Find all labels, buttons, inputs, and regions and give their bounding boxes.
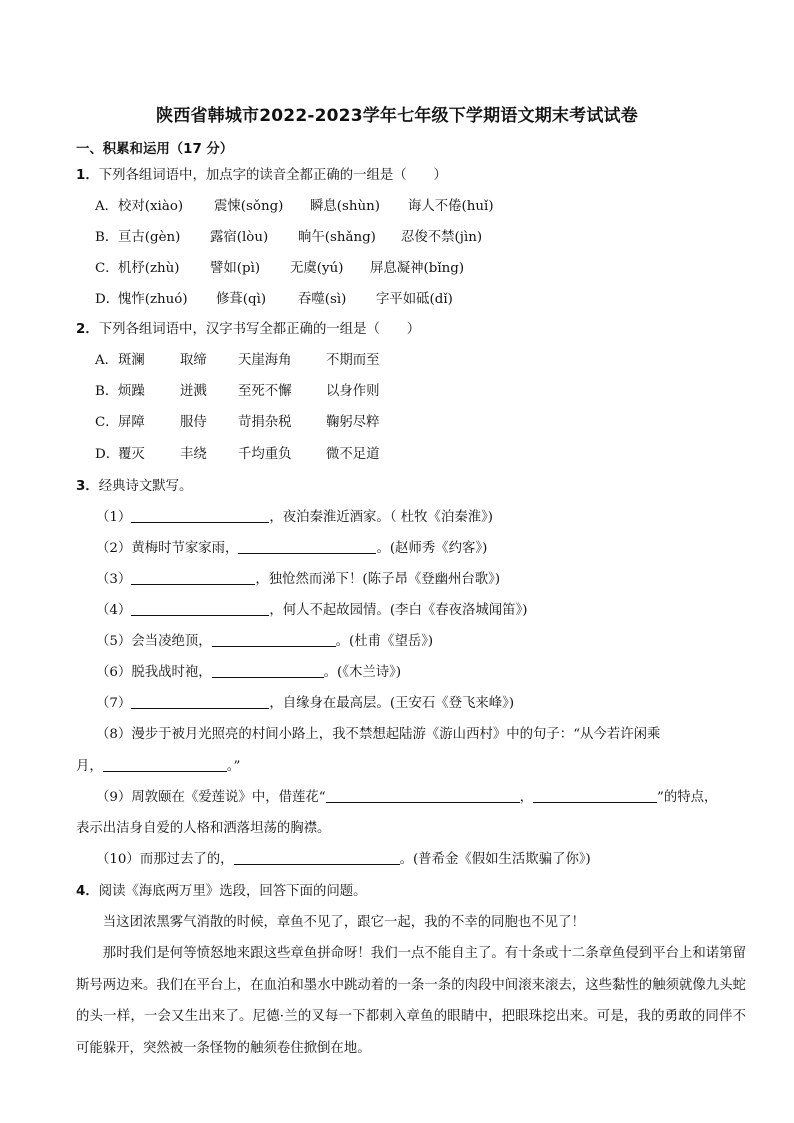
item-number: （10） [96, 852, 140, 867]
q1-option-c [95, 259, 464, 279]
option-label: D． [95, 292, 120, 307]
question-text: 下列各组词语中，汉字书写全都正确的一组是（ ） [98, 322, 421, 337]
item-number: （4） [96, 603, 132, 618]
option-item: 鞠躬尽粹 [326, 415, 380, 430]
question-1-stem [76, 166, 447, 186]
dictation-item-7 [96, 694, 514, 714]
item-text: ， [519, 790, 534, 805]
item-text: 。(普希金《假如生活欺骗了你》) [399, 852, 591, 867]
answer-blank[interactable] [131, 694, 269, 709]
item-text: 周敦颐在《爱莲说》中，借莲花“ [131, 790, 326, 805]
question-number: 2． [76, 322, 99, 337]
question-number: 1． [76, 168, 99, 183]
q2-option-d [95, 445, 380, 465]
dictation-item-4 [96, 601, 527, 621]
item-number: （9） [96, 790, 132, 805]
option-item: 忍俊不禁(jìn) [401, 230, 483, 245]
option-item: 屏息凝神(bǐng) [370, 261, 465, 276]
dictation-item-3 [96, 570, 500, 590]
dictation-item-10 [96, 850, 591, 870]
item-text: ”的特点， [657, 790, 718, 805]
item-number: （2） [96, 541, 132, 556]
answer-blank[interactable] [212, 663, 324, 678]
reading-paragraph-2: 那时我们是何等愤怒地来跟这些章鱼拼命呀！我们一点不能自主了。有十条或十二条章鱼侵到平台上和诺第留斯号两边来。我们在平台上，在血泊和墨水中跳动着的一条一条的肉段中间滚来滚去，这些黏性的触须就像九头蛇的头一样，一会又生出来了。尼德·兰的叉每一下都刺入章鱼的眼睛中，把眼珠挖出来。可是，我的勇敢的同伴不可能躲开，突然被一条怪物的触须卷住掀倒在地。 [76, 946, 746, 1056]
option-item: 覆灭 [118, 447, 145, 462]
item-text: 。(赵师秀《约客》) [376, 541, 488, 556]
question-text: 阅读《海底两万里》选段，回答下面的问题。 [98, 884, 367, 899]
question-4-stem [76, 882, 367, 902]
option-label: B． [95, 230, 119, 245]
question-3-stem [76, 477, 192, 497]
answer-blank[interactable] [103, 757, 227, 772]
option-label: A． [95, 353, 119, 368]
option-item: 无虞(yú) [290, 261, 344, 276]
q1-option-b [95, 228, 482, 248]
option-item: 校对(xiào) [118, 199, 184, 214]
answer-blank[interactable] [131, 570, 255, 585]
page-title: 陕西省韩城市2022-2023学年七年级下学期语文期末考试试卷 [156, 106, 638, 126]
option-item: 字平如砥(dǐ) [376, 292, 453, 307]
answer-blank[interactable] [212, 632, 336, 647]
answer-blank[interactable] [533, 788, 657, 803]
item-text: 而那过去了的， [139, 852, 234, 867]
dictation-item-8-line-1 [96, 725, 660, 745]
question-number: 4． [76, 884, 99, 899]
option-item: 斑澜 [118, 353, 145, 368]
question-text: 经典诗文默写。 [98, 479, 193, 494]
dictation-item-9-line-2: 表示出洁身自爱的人格和洒落坦荡的胸襟。 [76, 821, 331, 836]
item-text: 。(《木兰诗》) [323, 665, 402, 680]
option-item: 烦躁 [118, 384, 145, 399]
option-item: 譬如(pì) [210, 261, 261, 276]
option-label: C． [95, 261, 119, 276]
answer-blank[interactable] [326, 788, 520, 803]
answer-blank[interactable] [131, 601, 269, 616]
dictation-item-5 [96, 632, 433, 652]
option-item: 迸溅 [180, 384, 207, 399]
option-item: 露宿(lòu) [210, 230, 269, 245]
q1-option-d [95, 290, 453, 310]
option-item: 丰绕 [180, 447, 207, 462]
item-text: 脱我战时袍， [131, 665, 212, 680]
option-item: 诲人不倦(huǐ) [408, 199, 494, 214]
option-item: 至死不懈 [238, 384, 292, 399]
reading-paragraph-1: 当这团浓黑雾气消散的时候，章鱼不见了，跟它一起，我的不幸的同胞也不见了！ [102, 915, 585, 930]
option-item: 机杼(zhù) [118, 261, 180, 276]
option-label: A． [95, 199, 119, 214]
option-item: 修葺(qì) [216, 292, 267, 307]
item-number: （6） [96, 665, 132, 680]
item-number: （3） [96, 572, 132, 587]
item-text: 会当凌绝顶， [131, 634, 212, 649]
dictation-item-6 [96, 663, 401, 683]
answer-blank[interactable] [238, 539, 376, 554]
item-text: 。” [226, 759, 241, 774]
option-item: 不期而至 [326, 353, 380, 368]
option-item: 服侍 [180, 415, 207, 430]
section-heading: 一、积累和运用（17 分） [76, 142, 234, 157]
option-item: 瞬息(shùn) [310, 199, 380, 214]
option-item: 亘古(gèn) [118, 230, 181, 245]
item-text: ，自缘身在最高层。(王安石《登飞来峰》) [269, 696, 515, 711]
item-text: ，何人不起故园情。(李白《春夜洛城闻笛》) [269, 603, 528, 618]
item-number: （5） [96, 634, 132, 649]
dictation-item-8-line-2 [76, 757, 240, 777]
item-text: 漫步于被月光照亮的村间小路上，我不禁想起陆游《游山西村》中的句子：“从今若许闲乘 [131, 727, 661, 742]
item-number: （1） [96, 510, 132, 525]
item-text: 月， [76, 759, 103, 774]
option-item: 晌午(shǎng) [298, 230, 376, 245]
option-item: 愧怍(zhuó) [118, 292, 188, 307]
option-label: C． [95, 415, 119, 430]
q2-option-c [95, 413, 380, 433]
dictation-item-1 [96, 508, 493, 528]
question-2-stem [76, 320, 420, 340]
option-label: D． [95, 447, 120, 462]
q1-option-a [95, 197, 494, 217]
item-text: ，夜泊秦淮近酒家。（ 杜牧《泊秦淮》) [269, 510, 494, 525]
option-item: 屏障 [118, 415, 145, 430]
option-item: 天崖海角 [238, 353, 292, 368]
item-text: 。(杜甫《望岳》) [335, 634, 434, 649]
option-item: 苛捐杂税 [238, 415, 292, 430]
option-item: 以身作则 [326, 384, 380, 399]
item-text: 黄梅时节家家雨， [131, 541, 239, 556]
option-item: 取缔 [180, 353, 207, 368]
option-item: 震悚(sǒng) [214, 199, 284, 214]
question-number: 3． [76, 479, 99, 494]
option-label: B． [95, 384, 119, 399]
option-item: 吞噬(sì) [298, 292, 347, 307]
q2-option-b [95, 382, 380, 402]
q2-option-a [95, 351, 380, 371]
question-text: 下列各组词语中，加点字的读音全都正确的一组是（ ） [98, 168, 447, 183]
item-text: ，独怆然而涕下！(陈子昂《登幽州台歌》) [255, 572, 501, 587]
option-item: 微不足道 [326, 447, 380, 462]
answer-blank[interactable] [131, 508, 269, 523]
dictation-item-2 [96, 539, 487, 559]
answer-blank[interactable] [234, 850, 400, 865]
dictation-item-9-line-1 [96, 788, 717, 808]
item-number: （8） [96, 727, 132, 742]
option-item: 千均重负 [238, 447, 292, 462]
item-number: （7） [96, 696, 132, 711]
